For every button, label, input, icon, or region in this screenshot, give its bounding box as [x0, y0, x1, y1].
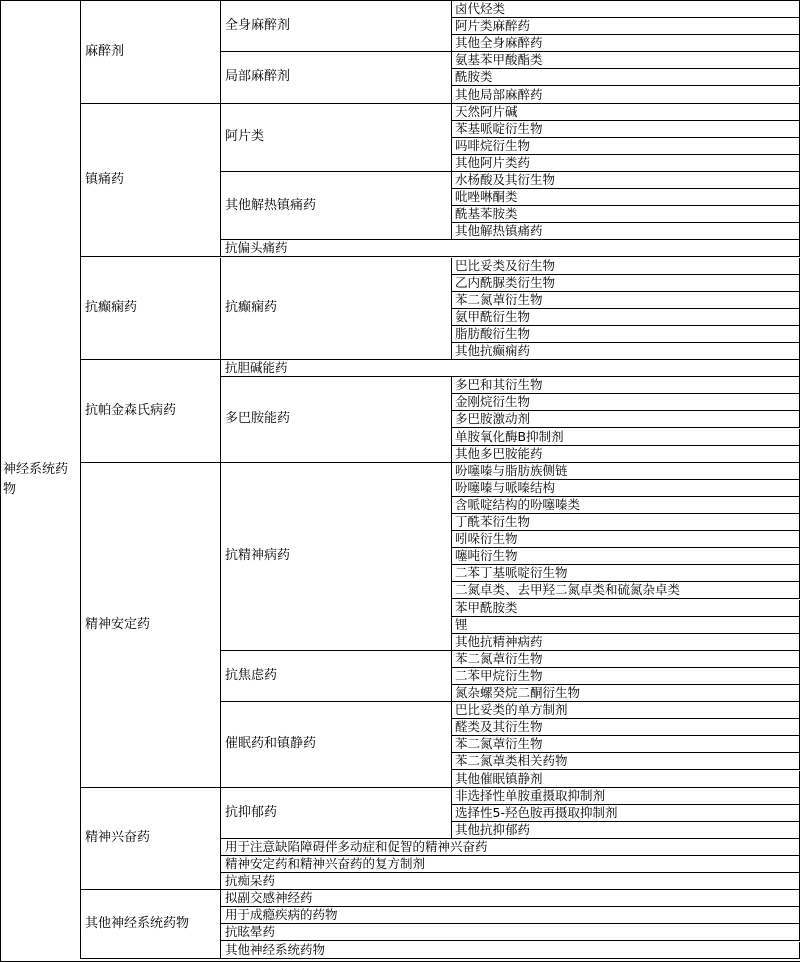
drug-class-cell-text: 吲哚衍生物 [455, 531, 518, 547]
drug-class-cell-text: 水杨酸及其衍生物 [455, 172, 556, 187]
drug-class-cell-text: 其他催眠镇静剂 [455, 770, 543, 786]
drug-class-cell [452, 292, 800, 309]
subcategory-cell-text: 其他神经系统药物 [225, 941, 326, 957]
drug-class-cell [452, 35, 800, 52]
subcategory-cell-text: 其他解热镇痛药 [225, 197, 317, 213]
drug-class-cell-text: 其他解热镇痛药 [455, 223, 543, 239]
subcategory-cell [221, 463, 452, 651]
subcategory-cell [221, 890, 800, 907]
drug-class-cell-text: 非选择性单胺重摄取抑制剂 [455, 787, 606, 803]
drug-class-cell-text: 多巴和其衍生物 [455, 377, 543, 393]
drug-class-cell [452, 463, 800, 480]
subcategory-cell-text: 用于成瘾疾病的药物 [225, 907, 338, 923]
subcategory-cell [221, 839, 800, 856]
drug-class-cell-text: 巴比妥类的单方制剂 [455, 702, 568, 718]
subcategory-cell-text: 抗眩晕药 [225, 924, 276, 940]
subcategory-cell [221, 360, 800, 377]
drug-class-cell [452, 514, 800, 531]
drug-class-cell [452, 69, 800, 86]
category-cell-text: 抗帕金森氏病药 [85, 402, 177, 418]
subcategory-cell-text: 全身麻醉剂 [225, 18, 291, 34]
drug-class-cell [452, 600, 800, 617]
category-cell [81, 890, 221, 958]
subcategory-cell [221, 924, 800, 941]
subcategory-cell-text: 抗焦虑药 [225, 667, 278, 683]
category-cell-text: 抗癫痫药 [85, 300, 138, 316]
drug-class-cell-text: 其他阿片类药 [455, 154, 531, 170]
subcategory-cell [221, 856, 800, 873]
drug-class-cell [452, 394, 800, 411]
subcategory-cell [221, 942, 800, 959]
drug-class-cell-text: 选择性5-羟色胺再摄取抑制剂 [455, 804, 618, 820]
category-cell [81, 258, 221, 361]
subcategory-cell-text: 催眠药和镇静药 [225, 736, 317, 752]
drug-class-cell-text: 锂 [455, 616, 468, 632]
subcategory-cell [221, 702, 452, 788]
drug-class-cell [452, 138, 800, 155]
drug-class-cell-text: 酰胺类 [455, 69, 493, 85]
drug-class-cell [452, 172, 800, 189]
drug-class-cell-text: 醛类及其衍生物 [455, 719, 543, 735]
subcategory-cell-text: 多巴胺能药 [225, 411, 291, 427]
drug-class-cell [452, 258, 800, 275]
subcategory-cell [221, 1, 452, 52]
subcategory-cell [221, 104, 452, 172]
drug-class-cell [452, 1, 800, 18]
root-category-cell-text: 神经系统药物 [3, 461, 69, 497]
drug-class-cell-text: 苯基哌啶衍生物 [455, 120, 543, 136]
drug-class-cell-text: 酰基苯胺类 [455, 206, 518, 222]
drug-class-cell-text: 其他多巴胺能药 [455, 445, 543, 461]
drug-class-cell [452, 411, 800, 428]
drug-class-cell-text: 二苯甲烷衍生物 [455, 667, 543, 683]
subcategory-cell [221, 52, 452, 103]
drug-class-cell [452, 531, 800, 548]
drug-class-cell [452, 18, 800, 35]
drug-class-cell-text: 乙内酰脲类衍生物 [455, 274, 556, 290]
drug-class-cell-text: 金刚烷衍生物 [455, 394, 531, 410]
drug-class-cell-text: 其他抗癫痫药 [455, 343, 531, 358]
subcategory-cell-text: 阿片类 [225, 129, 265, 145]
drug-class-cell [452, 634, 800, 651]
drug-class-cell-text: 二苯丁基哌啶衍生物 [455, 565, 568, 581]
drug-class-cell [452, 719, 800, 736]
drug-class-cell-text: 吗啡烷衍生物 [455, 137, 531, 153]
drug-class-cell [452, 87, 800, 104]
subcategory-cell-text: 精神安定药和精神兴奋药的复方制剂 [225, 856, 426, 871]
drug-class-cell [452, 771, 800, 788]
subcategory-cell-text: 抗偏头痛药 [225, 240, 288, 256]
subcategory-cell [221, 873, 800, 890]
drug-class-cell [452, 617, 800, 634]
drug-class-cell-text: 苯二氮䓬衍生物 [455, 291, 543, 307]
subcategory-cell [221, 651, 452, 702]
subcategory-cell-text: 抗胆碱能药 [225, 360, 288, 376]
drug-class-cell-text: 丁酰苯衍生物 [455, 514, 531, 529]
drug-class-cell [452, 822, 800, 839]
drug-class-cell-text: 巴比妥类及衍生物 [455, 257, 556, 273]
category-cell [81, 360, 221, 463]
drug-class-cell [452, 668, 800, 685]
category-cell-text: 镇痛药 [85, 172, 125, 188]
drug-class-cell [452, 736, 800, 753]
drug-class-cell [452, 480, 800, 497]
category-cell-text: 麻醉剂 [85, 43, 125, 59]
category-cell [81, 1, 221, 104]
subcategory-cell-text: 抗癫痫药 [225, 300, 278, 316]
drug-class-cell [452, 104, 800, 121]
subcategory-cell-text: 抗抑郁药 [225, 804, 278, 820]
drug-class-cell-text: 单胺氧化酶B抑制剂 [455, 428, 564, 444]
subcategory-cell [221, 172, 452, 240]
drug-class-cell-text: 吩噻嗪与哌嗪结构 [455, 479, 556, 495]
drug-class-cell [452, 685, 800, 702]
drug-class-cell-text: 氮杂螺癸烷二酮衍生物 [455, 685, 581, 700]
drug-class-cell-text: 其他抗抑郁药 [455, 821, 531, 837]
drug-class-cell-text: 阿片类麻醉药 [455, 18, 531, 34]
drug-class-cell-text: 其他局部麻醉药 [455, 86, 543, 102]
drug-class-cell [452, 309, 800, 326]
category-cell [81, 463, 221, 788]
category-cell-text: 其他神经系统药物 [85, 915, 190, 931]
category-cell [81, 788, 221, 891]
drug-class-cell-text: 含哌啶结构的吩噻嗪类 [455, 496, 581, 512]
drug-class-cell [452, 548, 800, 565]
subcategory-cell [221, 788, 452, 839]
drug-class-cell-text: 氨甲酰衍生物 [455, 308, 531, 324]
drug-class-cell [452, 343, 800, 360]
subcategory-cell [221, 258, 452, 361]
drug-class-cell [452, 223, 800, 240]
drug-class-cell [452, 805, 800, 822]
drug-class-cell [452, 565, 800, 582]
drug-class-cell-text: 二氮卓类、去甲羟二氮卓类和硫氮杂卓类 [455, 582, 681, 598]
drug-class-cell [452, 651, 800, 668]
drug-class-cell [452, 497, 800, 514]
drug-class-cell-text: 脂肪酸衍生物 [455, 325, 531, 341]
drug-class-cell-text: 多巴胺激动剂 [455, 411, 531, 427]
drug-class-cell [452, 275, 800, 292]
drug-class-cell [452, 377, 800, 394]
subcategory-cell-text: 用于注意缺陷障碍伴多动症和促智的精神兴奋药 [225, 838, 488, 854]
drug-class-cell [452, 446, 800, 463]
drug-class-cell-text: 苯二氮䓬衍生物 [455, 736, 543, 752]
category-cell-text: 精神兴奋药 [85, 830, 151, 846]
drug-class-cell-text: 氨基苯甲酸酯类 [455, 52, 543, 68]
drug-class-cell [452, 326, 800, 343]
drug-class-cell-text: 吩噻嗪与脂肪族侧链 [455, 462, 568, 478]
drug-class-cell-text: 吡唑啉酮类 [455, 189, 518, 205]
drug-class-cell [452, 155, 800, 172]
drug-class-cell [452, 753, 800, 770]
subcategory-cell [221, 377, 452, 463]
category-cell-text: 精神安定药 [85, 616, 151, 632]
drug-class-cell [452, 702, 800, 719]
drug-class-cell [452, 52, 800, 69]
drug-class-cell-text: 苯甲酰胺类 [455, 599, 518, 615]
subcategory-cell-text: 抗精神病药 [225, 548, 291, 564]
subcategory-cell [221, 240, 800, 257]
drug-class-cell [452, 429, 800, 446]
drug-class-cell-text: 卤代烃类 [455, 1, 506, 16]
drug-class-cell [452, 206, 800, 223]
subcategory-cell-text: 抗痴呆药 [225, 873, 276, 889]
drug-class-cell-text: 噻吨衍生物 [455, 548, 518, 564]
drug-class-cell-text: 其他抗精神病药 [455, 633, 543, 649]
drug-class-cell-text: 苯二氮䓬衍生物 [455, 650, 543, 666]
subcategory-cell-text: 局部麻醉剂 [225, 69, 291, 85]
drug-class-cell-text: 苯二氮䓬类相关药物 [455, 753, 568, 769]
category-cell [81, 104, 221, 258]
drug-class-cell [452, 189, 800, 206]
drug-class-cell [452, 121, 800, 138]
subcategory-cell-text: 拟副交感神经药 [225, 890, 313, 906]
drug-class-cell-text: 天然阿片碱 [455, 103, 518, 119]
drug-class-cell-text: 其他全身麻醉药 [455, 35, 543, 51]
subcategory-cell [221, 907, 800, 924]
drug-class-cell [452, 582, 800, 599]
drug-class-cell [452, 788, 800, 805]
root-category-cell [0, 1, 81, 959]
